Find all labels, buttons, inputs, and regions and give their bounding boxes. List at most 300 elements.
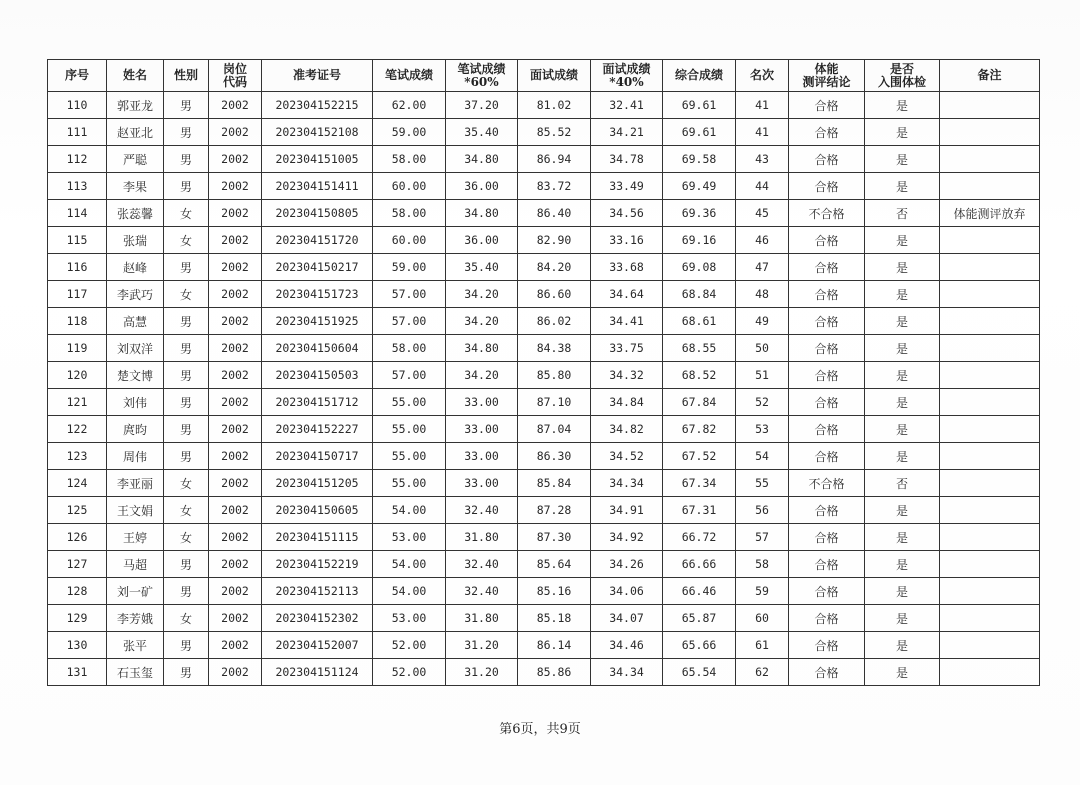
cell-interview-score: 84.38 [518,335,591,362]
cell-position-code: 2002 [209,470,262,497]
cell-name: 庹昀 [107,416,164,443]
cell-interview-score: 87.10 [518,389,591,416]
header-col-gender: 性别 [164,60,209,92]
cell-physical-exam: 是 [865,632,940,659]
cell-interview-score: 85.84 [518,470,591,497]
cell-position-code: 2002 [209,389,262,416]
cell-physical-exam: 是 [865,551,940,578]
cell-physical-exam: 是 [865,92,940,119]
cell-rank: 48 [736,281,789,308]
cell-total-score: 69.16 [663,227,736,254]
cell-interview-weighted: 33.16 [591,227,663,254]
cell-position-code: 2002 [209,497,262,524]
cell-written-weighted: 34.20 [446,281,518,308]
cell-interview-weighted: 34.78 [591,146,663,173]
cell-gender: 男 [164,362,209,389]
cell-position-code: 2002 [209,443,262,470]
cell-rank: 41 [736,119,789,146]
cell-gender: 男 [164,632,209,659]
cell-fitness-result: 合格 [789,551,865,578]
cell-exam-id: 202304152108 [262,119,373,146]
cell-gender: 女 [164,200,209,227]
cell-fitness-result: 合格 [789,173,865,200]
cell-written-score: 60.00 [373,227,446,254]
cell-interview-score: 81.02 [518,92,591,119]
cell-index: 110 [48,92,107,119]
table-row [48,605,1040,632]
cell-interview-score: 86.14 [518,632,591,659]
cell-remarks [940,227,1040,254]
table-row [48,389,1040,416]
cell-name: 王婷 [107,524,164,551]
cell-position-code: 2002 [209,335,262,362]
cell-gender: 男 [164,659,209,686]
cell-rank: 46 [736,227,789,254]
cell-physical-exam: 是 [865,281,940,308]
cell-written-weighted: 33.00 [446,470,518,497]
header-row [48,60,1040,92]
cell-exam-id: 202304151720 [262,227,373,254]
cell-position-code: 2002 [209,281,262,308]
cell-interview-score: 85.80 [518,362,591,389]
cell-interview-weighted: 34.82 [591,416,663,443]
table-row [48,173,1040,200]
cell-exam-id: 202304151411 [262,173,373,200]
cell-fitness-result: 不合格 [789,470,865,497]
table-row [48,227,1040,254]
cell-name: 周伟 [107,443,164,470]
cell-interview-score: 87.30 [518,524,591,551]
cell-index: 111 [48,119,107,146]
cell-rank: 41 [736,92,789,119]
cell-written-score: 57.00 [373,362,446,389]
cell-physical-exam: 是 [865,659,940,686]
cell-remarks [940,254,1040,281]
cell-name: 严聪 [107,146,164,173]
cell-interview-weighted: 34.46 [591,632,663,659]
cell-total-score: 67.31 [663,497,736,524]
cell-physical-exam: 是 [865,605,940,632]
cell-name: 石玉玺 [107,659,164,686]
cell-gender: 男 [164,443,209,470]
cell-written-weighted: 32.40 [446,497,518,524]
cell-exam-id: 202304151115 [262,524,373,551]
cell-remarks [940,578,1040,605]
cell-written-weighted: 31.80 [446,524,518,551]
cell-rank: 58 [736,551,789,578]
cell-total-score: 68.55 [663,335,736,362]
cell-physical-exam: 是 [865,389,940,416]
cell-interview-weighted: 34.92 [591,524,663,551]
cell-gender: 男 [164,146,209,173]
cell-name: 王文娟 [107,497,164,524]
cell-interview-score: 86.02 [518,308,591,335]
cell-index: 127 [48,551,107,578]
table-row [48,578,1040,605]
cell-interview-weighted: 34.56 [591,200,663,227]
cell-interview-score: 86.94 [518,146,591,173]
cell-remarks [940,416,1040,443]
cell-total-score: 69.58 [663,146,736,173]
cell-total-score: 66.46 [663,578,736,605]
cell-rank: 52 [736,389,789,416]
cell-written-weighted: 31.20 [446,632,518,659]
cell-physical-exam: 是 [865,335,940,362]
cell-gender: 女 [164,605,209,632]
header-col-written-weighted: 笔试成绩 *60% [446,60,518,92]
cell-total-score: 68.61 [663,308,736,335]
cell-total-score: 69.36 [663,200,736,227]
cell-remarks [940,308,1040,335]
cell-written-score: 55.00 [373,416,446,443]
cell-physical-exam: 是 [865,524,940,551]
cell-interview-weighted: 33.49 [591,173,663,200]
cell-total-score: 68.84 [663,281,736,308]
cell-exam-id: 202304151124 [262,659,373,686]
cell-fitness-result: 合格 [789,119,865,146]
header-col-exam-id: 准考证号 [262,60,373,92]
cell-interview-score: 87.28 [518,497,591,524]
cell-exam-id: 202304151005 [262,146,373,173]
cell-remarks [940,551,1040,578]
cell-remarks [940,362,1040,389]
cell-name: 刘双洋 [107,335,164,362]
cell-interview-score: 85.52 [518,119,591,146]
table-row [48,119,1040,146]
cell-written-weighted: 34.80 [446,335,518,362]
cell-name: 李亚丽 [107,470,164,497]
cell-written-score: 59.00 [373,254,446,281]
cell-total-score: 66.66 [663,551,736,578]
table-row [48,470,1040,497]
cell-fitness-result: 合格 [789,254,865,281]
header-col-interview-score: 面试成绩 [518,60,591,92]
cell-interview-weighted: 32.41 [591,92,663,119]
table-row [48,335,1040,362]
cell-position-code: 2002 [209,254,262,281]
cell-rank: 53 [736,416,789,443]
cell-written-score: 58.00 [373,335,446,362]
cell-name: 张平 [107,632,164,659]
cell-position-code: 2002 [209,551,262,578]
cell-total-score: 67.84 [663,389,736,416]
cell-written-weighted: 34.20 [446,362,518,389]
cell-index: 128 [48,578,107,605]
table-body [48,92,1040,686]
cell-fitness-result: 合格 [789,632,865,659]
cell-index: 129 [48,605,107,632]
cell-interview-weighted: 34.52 [591,443,663,470]
cell-physical-exam: 是 [865,173,940,200]
cell-written-score: 52.00 [373,659,446,686]
cell-exam-id: 202304151925 [262,308,373,335]
header-col-rank: 名次 [736,60,789,92]
cell-index: 126 [48,524,107,551]
cell-remarks [940,389,1040,416]
cell-fitness-result: 合格 [789,416,865,443]
cell-written-score: 55.00 [373,443,446,470]
cell-rank: 50 [736,335,789,362]
cell-rank: 60 [736,605,789,632]
cell-written-weighted: 36.00 [446,173,518,200]
cell-fitness-result: 合格 [789,605,865,632]
cell-exam-id: 202304150604 [262,335,373,362]
cell-position-code: 2002 [209,173,262,200]
cell-position-code: 2002 [209,416,262,443]
cell-physical-exam: 是 [865,119,940,146]
cell-name: 赵峰 [107,254,164,281]
cell-position-code: 2002 [209,119,262,146]
cell-gender: 男 [164,254,209,281]
cell-remarks [940,92,1040,119]
cell-total-score: 69.49 [663,173,736,200]
cell-physical-exam: 是 [865,146,940,173]
cell-interview-weighted: 34.06 [591,578,663,605]
cell-rank: 59 [736,578,789,605]
cell-written-score: 59.00 [373,119,446,146]
cell-exam-id: 202304151205 [262,470,373,497]
cell-written-weighted: 33.00 [446,443,518,470]
cell-written-weighted: 33.00 [446,389,518,416]
cell-index: 120 [48,362,107,389]
header-col-written-score: 笔试成绩 [373,60,446,92]
cell-written-weighted: 34.20 [446,308,518,335]
cell-exam-id: 202304152007 [262,632,373,659]
cell-written-score: 53.00 [373,524,446,551]
cell-remarks [940,281,1040,308]
cell-interview-score: 82.90 [518,227,591,254]
cell-interview-weighted: 33.68 [591,254,663,281]
cell-rank: 51 [736,362,789,389]
cell-written-score: 60.00 [373,173,446,200]
cell-remarks [940,605,1040,632]
cell-name: 李芳娥 [107,605,164,632]
table-row [48,281,1040,308]
cell-index: 122 [48,416,107,443]
cell-fitness-result: 合格 [789,227,865,254]
cell-interview-score: 85.16 [518,578,591,605]
cell-written-score: 55.00 [373,470,446,497]
cell-name: 张瑞 [107,227,164,254]
table-row [48,92,1040,119]
cell-exam-id: 202304150805 [262,200,373,227]
cell-name: 李果 [107,173,164,200]
cell-name: 张蕊馨 [107,200,164,227]
cell-rank: 57 [736,524,789,551]
cell-total-score: 68.52 [663,362,736,389]
cell-interview-score: 86.30 [518,443,591,470]
cell-index: 131 [48,659,107,686]
cell-physical-exam: 是 [865,443,940,470]
cell-fitness-result: 合格 [789,146,865,173]
header-col-name: 姓名 [107,60,164,92]
cell-physical-exam: 是 [865,416,940,443]
cell-written-weighted: 35.40 [446,119,518,146]
cell-interview-weighted: 34.34 [591,470,663,497]
header-col-interview-weighted: 面试成绩 *40% [591,60,663,92]
cell-remarks [940,146,1040,173]
cell-rank: 55 [736,470,789,497]
cell-total-score: 69.61 [663,92,736,119]
cell-gender: 男 [164,335,209,362]
cell-position-code: 2002 [209,146,262,173]
cell-fitness-result: 合格 [789,524,865,551]
cell-interview-score: 85.18 [518,605,591,632]
cell-exam-id: 202304151712 [262,389,373,416]
cell-gender: 男 [164,173,209,200]
cell-position-code: 2002 [209,659,262,686]
cell-rank: 45 [736,200,789,227]
cell-total-score: 66.72 [663,524,736,551]
header-col-index: 序号 [48,60,107,92]
cell-written-score: 55.00 [373,389,446,416]
cell-name: 楚文博 [107,362,164,389]
cell-fitness-result: 合格 [789,281,865,308]
cell-rank: 62 [736,659,789,686]
cell-fitness-result: 合格 [789,362,865,389]
cell-written-score: 57.00 [373,281,446,308]
cell-name: 李武巧 [107,281,164,308]
cell-fitness-result: 合格 [789,659,865,686]
cell-remarks [940,632,1040,659]
cell-position-code: 2002 [209,200,262,227]
cell-remarks [940,173,1040,200]
cell-written-weighted: 37.20 [446,92,518,119]
cell-exam-id: 202304152219 [262,551,373,578]
cell-written-weighted: 32.40 [446,551,518,578]
cell-interview-weighted: 34.84 [591,389,663,416]
cell-interview-score: 85.64 [518,551,591,578]
cell-interview-score: 85.86 [518,659,591,686]
cell-remarks [940,443,1040,470]
table-row [48,200,1040,227]
cell-written-score: 57.00 [373,308,446,335]
page-number: 第6页，共9页 [499,722,581,737]
cell-rank: 44 [736,173,789,200]
cell-physical-exam: 否 [865,200,940,227]
cell-exam-id: 202304152113 [262,578,373,605]
table-row [48,416,1040,443]
table-row [48,146,1040,173]
cell-position-code: 2002 [209,632,262,659]
cell-interview-weighted: 33.75 [591,335,663,362]
cell-remarks: 体能测评放弃 [940,200,1040,227]
cell-exam-id: 202304150217 [262,254,373,281]
cell-total-score: 67.52 [663,443,736,470]
cell-rank: 54 [736,443,789,470]
table-row [48,551,1040,578]
cell-name: 马超 [107,551,164,578]
cell-gender: 女 [164,497,209,524]
table-row [48,497,1040,524]
cell-written-weighted: 34.80 [446,200,518,227]
cell-index: 121 [48,389,107,416]
cell-written-score: 58.00 [373,146,446,173]
cell-gender: 男 [164,416,209,443]
cell-written-score: 54.00 [373,578,446,605]
header-col-total-score: 综合成绩 [663,60,736,92]
cell-remarks [940,119,1040,146]
cell-fitness-result: 合格 [789,308,865,335]
header-col-position-code: 岗位 代码 [209,60,262,92]
cell-gender: 女 [164,281,209,308]
cell-index: 123 [48,443,107,470]
cell-written-weighted: 32.40 [446,578,518,605]
cell-index: 125 [48,497,107,524]
cell-index: 119 [48,335,107,362]
cell-gender: 男 [164,389,209,416]
cell-gender: 男 [164,578,209,605]
cell-position-code: 2002 [209,524,262,551]
table-row [48,362,1040,389]
cell-gender: 女 [164,524,209,551]
cell-remarks [940,659,1040,686]
header-col-physical-exam: 是否 入围体检 [865,60,940,92]
cell-name: 郭亚龙 [107,92,164,119]
cell-interview-weighted: 34.26 [591,551,663,578]
cell-fitness-result: 合格 [789,497,865,524]
cell-fitness-result: 合格 [789,443,865,470]
cell-exam-id: 202304150503 [262,362,373,389]
cell-fitness-result: 合格 [789,389,865,416]
cell-interview-weighted: 34.41 [591,308,663,335]
cell-gender: 女 [164,227,209,254]
cell-rank: 47 [736,254,789,281]
cell-index: 124 [48,470,107,497]
cell-index: 114 [48,200,107,227]
cell-interview-score: 87.04 [518,416,591,443]
cell-physical-exam: 是 [865,308,940,335]
table-row [48,659,1040,686]
cell-written-score: 58.00 [373,200,446,227]
cell-rank: 56 [736,497,789,524]
cell-index: 130 [48,632,107,659]
cell-written-score: 53.00 [373,605,446,632]
cell-interview-score: 83.72 [518,173,591,200]
cell-total-score: 69.08 [663,254,736,281]
cell-interview-weighted: 34.07 [591,605,663,632]
cell-exam-id: 202304150717 [262,443,373,470]
cell-gender: 男 [164,92,209,119]
cell-index: 118 [48,308,107,335]
cell-written-score: 62.00 [373,92,446,119]
cell-gender: 女 [164,470,209,497]
cell-index: 116 [48,254,107,281]
cell-physical-exam: 是 [865,497,940,524]
cell-written-score: 52.00 [373,632,446,659]
cell-physical-exam: 是 [865,362,940,389]
cell-interview-score: 86.60 [518,281,591,308]
cell-index: 117 [48,281,107,308]
cell-total-score: 67.82 [663,416,736,443]
cell-written-weighted: 35.40 [446,254,518,281]
cell-index: 113 [48,173,107,200]
cell-written-weighted: 34.80 [446,146,518,173]
cell-position-code: 2002 [209,308,262,335]
cell-gender: 男 [164,551,209,578]
cell-written-score: 54.00 [373,497,446,524]
cell-position-code: 2002 [209,227,262,254]
cell-physical-exam: 是 [865,227,940,254]
table-row [48,632,1040,659]
cell-total-score: 69.61 [663,119,736,146]
cell-position-code: 2002 [209,578,262,605]
cell-total-score: 65.54 [663,659,736,686]
cell-interview-score: 86.40 [518,200,591,227]
cell-rank: 61 [736,632,789,659]
cell-remarks [940,497,1040,524]
cell-exam-id: 202304151723 [262,281,373,308]
